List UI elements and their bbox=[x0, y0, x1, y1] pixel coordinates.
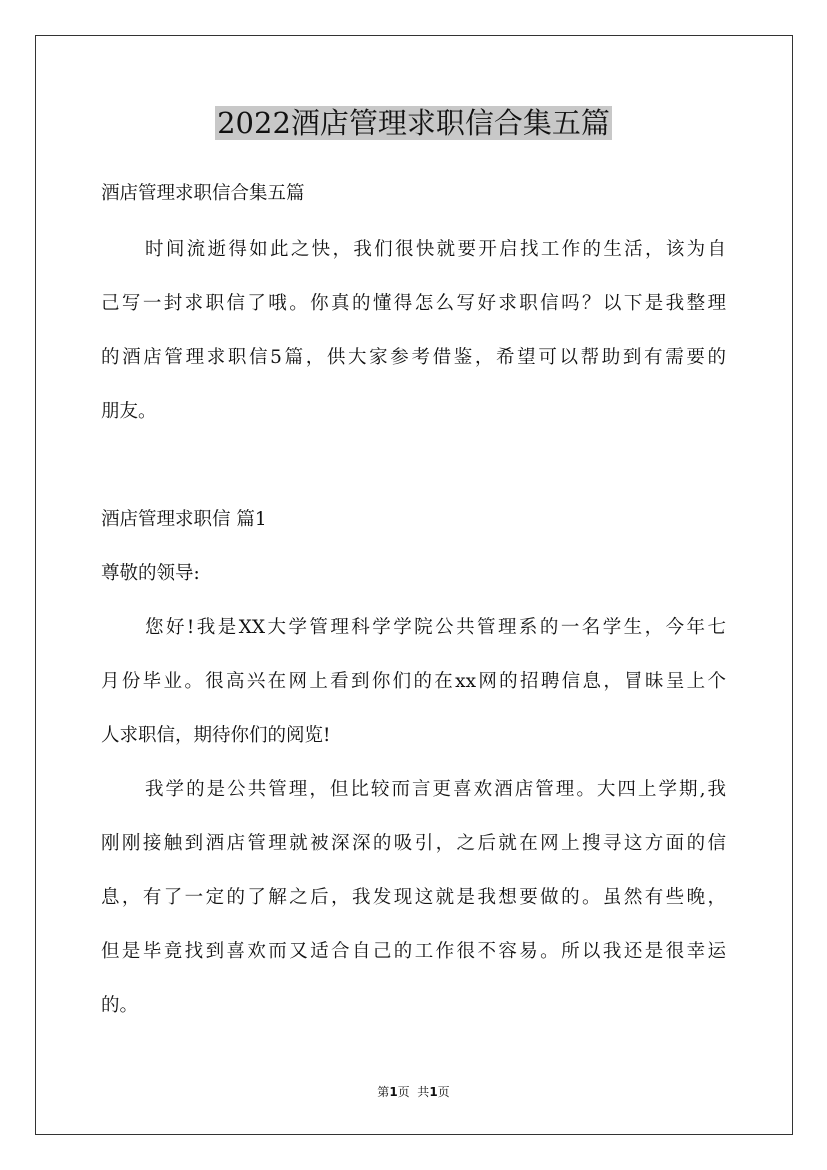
footer-prefix: 第 bbox=[377, 1085, 390, 1099]
para2-line-4: 但是毕竟找到喜欢而又适合自己的工作很不容易。所以我还是很幸运 bbox=[101, 941, 726, 962]
page-footer bbox=[0, 1083, 827, 1101]
document-title-text: 2022酒店管理求职信合集五篇 bbox=[217, 106, 610, 140]
para1-line-3: 人求职信，期待你们的阅览! bbox=[101, 725, 331, 746]
intro-line-2: 己写一封求职信了哦。你真的懂得怎么写好求职信吗？以下是我整理 bbox=[101, 293, 726, 314]
footer-page-number: 1 bbox=[389, 1085, 398, 1099]
salutation: 尊敬的领导: bbox=[101, 563, 200, 584]
para1-line-2: 月份毕业。很高兴在网上看到你们的在xx网的招聘信息，冒昧呈上个 bbox=[101, 671, 726, 692]
footer-suffix: 页 bbox=[437, 1085, 450, 1099]
para2-line-2: 刚刚接触到酒店管理就被深深的吸引，之后就在网上搜寻这方面的信 bbox=[101, 833, 726, 854]
intro-line-1: 时间流逝得如此之快，我们很快就要开启找工作的生活，该为自 bbox=[145, 239, 726, 260]
section-heading: 酒店管理求职信 篇1 bbox=[101, 509, 267, 530]
para2-line-5: 的。 bbox=[101, 995, 139, 1016]
subtitle: 酒店管理求职信合集五篇 bbox=[101, 183, 305, 204]
footer-page-total: 1 bbox=[429, 1085, 438, 1099]
document-title bbox=[0, 102, 827, 144]
intro-line-3: 的酒店管理求职信5篇，供大家参考借鉴，希望可以帮助到有需要的 bbox=[101, 347, 726, 368]
para2-line-3: 息，有了一定的了解之后，我发现这就是我想要做的。虽然有些晚， bbox=[101, 887, 726, 908]
intro-line-4: 朋友。 bbox=[101, 401, 157, 422]
para1-line-1: 您好!我是XX大学管理科学学院公共管理系的一名学生，今年七 bbox=[145, 617, 726, 638]
footer-mid: 页 共 bbox=[397, 1085, 430, 1099]
para2-line-1: 我学的是公共管理，但比较而言更喜欢酒店管理。大四上学期,我 bbox=[145, 779, 726, 800]
